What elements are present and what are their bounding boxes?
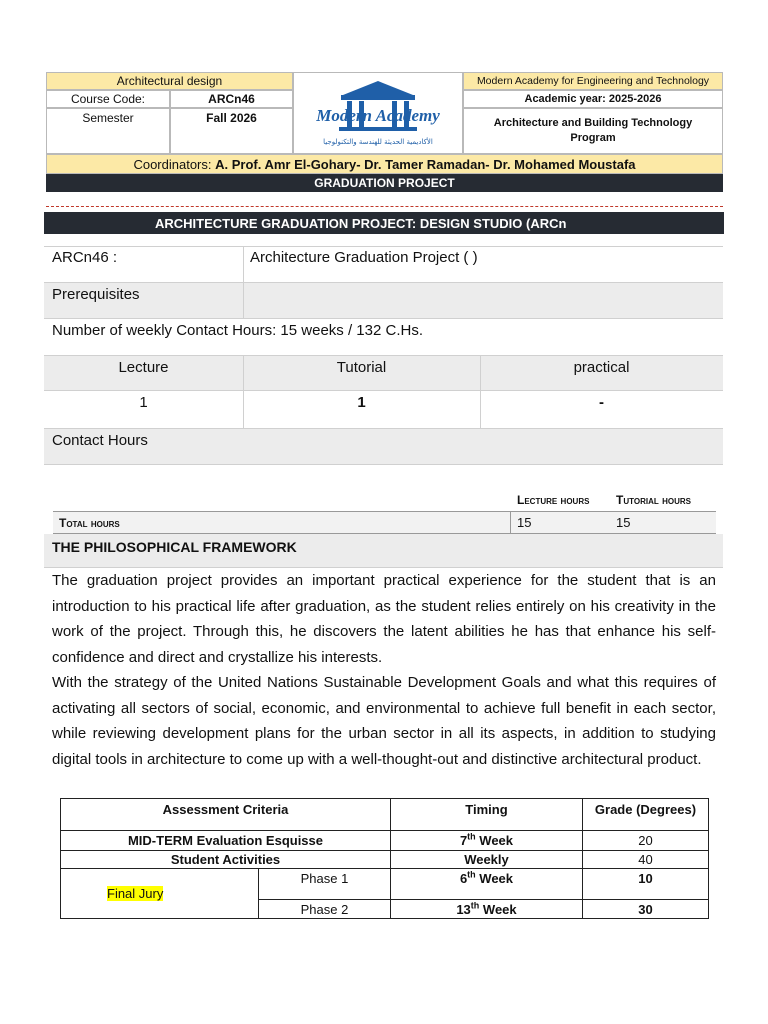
header-grade: Grade (Degrees) xyxy=(582,799,708,831)
course-code-value: ARCn46 xyxy=(170,90,293,108)
hours-values-row xyxy=(44,391,723,428)
semester-label: Semester xyxy=(46,108,170,154)
final-jury-label: Final Jury xyxy=(107,886,164,901)
contact-hours-label: Contact Hours xyxy=(52,432,148,449)
hours-header-row xyxy=(44,355,723,391)
activities-label: Student Activities xyxy=(61,851,391,869)
framework-heading: THE PHILOSOPHICAL FRAMEWORK xyxy=(52,539,297,555)
phase1-grade: 10 xyxy=(582,869,708,900)
course-title: Architectural design xyxy=(46,72,293,90)
midterm-timing: 7th Week xyxy=(390,831,582,851)
lecture-value: 1 xyxy=(139,394,148,411)
academic-year: Academic year: 2025-2026 xyxy=(463,90,723,108)
tutorial-value: 1 xyxy=(357,394,366,411)
col-lecture: Lecture xyxy=(118,359,169,376)
academy-logo-icon xyxy=(303,75,453,151)
header-timing: Timing xyxy=(390,799,582,831)
midterm-grade: 20 xyxy=(582,831,708,851)
logo xyxy=(293,72,463,154)
total-hours-row xyxy=(53,511,716,534)
graduation-project-banner: GRADUATION PROJECT xyxy=(46,174,723,192)
phase2-label: Phase 2 xyxy=(259,900,391,919)
coordinators xyxy=(46,154,723,174)
col-practical: practical xyxy=(573,359,630,376)
phase2-timing: 13th Week xyxy=(390,900,582,919)
contact-hours-row xyxy=(44,428,723,465)
total-hours-label: Total hours xyxy=(59,516,120,530)
activities-timing: Weekly xyxy=(390,851,582,869)
phase2-grade: 30 xyxy=(582,900,708,919)
lecture-hours-header: Lecture hours xyxy=(517,493,590,507)
col-tutorial: Tutorial xyxy=(336,359,387,376)
header-criteria: Assessment Criteria xyxy=(61,799,391,831)
coordinators-names: A. Prof. Amr El-Gohary- Dr. Tamer Ramadan- Dr. Mohamed Moustafa xyxy=(215,156,636,172)
prerequisites-label: Prerequisites xyxy=(52,286,140,303)
program-name: Architecture and Building Technology Program xyxy=(463,108,723,154)
activities-grade: 40 xyxy=(582,851,708,869)
semester-value: Fall 2026 xyxy=(170,108,293,154)
midterm-label: MID-TERM Evaluation Esquisse xyxy=(61,831,391,851)
phase1-timing: 6th Week xyxy=(390,869,582,900)
practical-value: - xyxy=(599,394,604,411)
coordinators-label: Coordinators: xyxy=(133,156,216,172)
framework-paragraph-1: The graduation project provides an important practical experience for the student that is an introduction to his practical life after graduation, as the student relies entirely on his creativity in the work of the project. Through this, he discovers the latent abilities he has that enhance his self-confidence and direct and crystallize his interests. xyxy=(52,572,716,666)
total-tutorial: 15 xyxy=(616,515,631,530)
assessment-table xyxy=(60,798,709,919)
course-name: Architecture Graduation Project ( ) xyxy=(250,249,478,266)
institution-name: Modern Academy for Engineering and Technology xyxy=(463,72,723,90)
framework-paragraph-2: With the strategy of the United Nations Sustainable Development Goals and what this requires of activating all sectors of social, economic, and environmental to achieve full benefit in each sector, while reviewing development plans for the urban sector in all its aspects, in addition to studying digital tools in architecture to come up with a well-thought-out and distinctive architectural product. xyxy=(52,674,716,768)
prerequisites-row xyxy=(44,282,723,319)
course-code: ARCn46 : xyxy=(52,249,118,266)
course-code-label: Course Code: xyxy=(46,90,170,108)
svg-text:الأكاديمية الحديثة للهندسة وال: الأكاديمية الحديثة للهندسة والتكنولوجيا xyxy=(323,138,433,146)
total-lecture: 15 xyxy=(517,515,532,530)
svg-text:Modern Academy: Modern Academy xyxy=(316,106,440,125)
section-title: ARCHITECTURE GRADUATION PROJECT: DESIGN STUDIO (ARCn xyxy=(44,212,724,234)
final-jury-cell xyxy=(61,869,259,919)
framework-heading-bar xyxy=(44,534,723,568)
contact-hours-line: Number of weekly Contact Hours: 15 weeks / 132 C.Hs. xyxy=(52,322,423,339)
red-divider xyxy=(46,206,723,207)
course-code-row xyxy=(44,246,723,282)
phase1-label: Phase 1 xyxy=(259,869,391,900)
tutorial-hours-header: Tutorial hours xyxy=(616,493,691,507)
